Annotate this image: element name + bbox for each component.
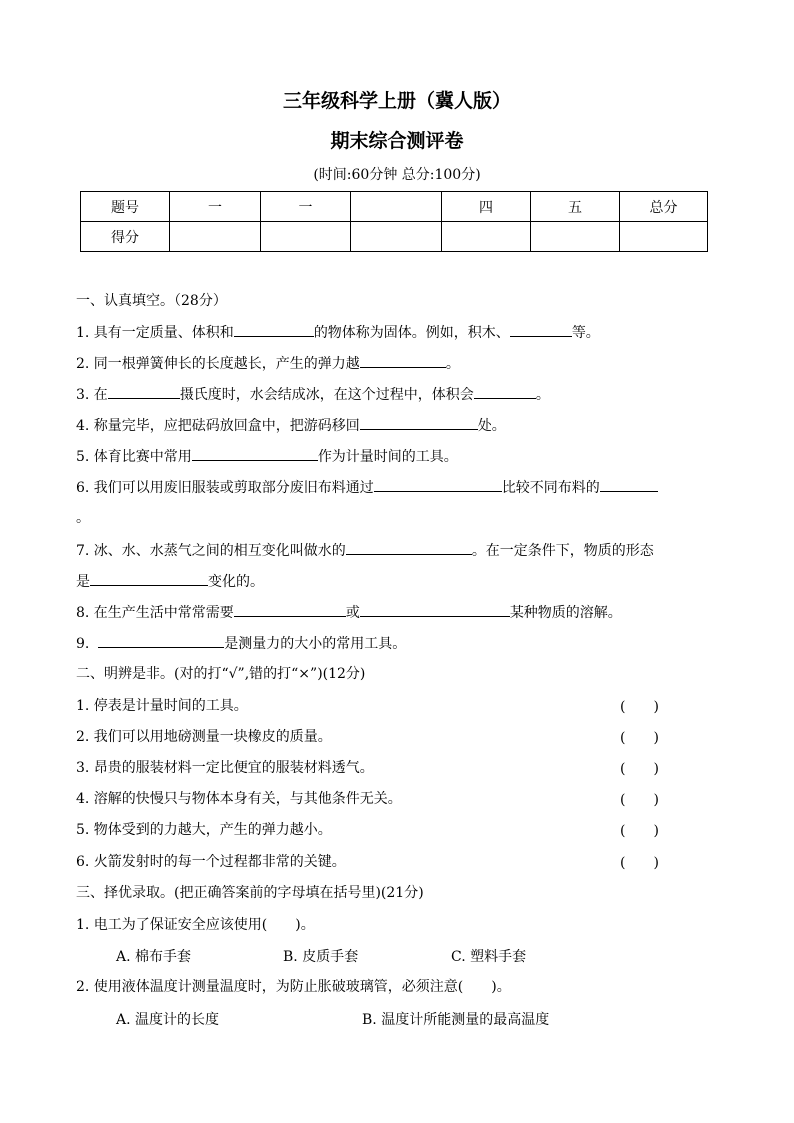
score-cell: 五: [531, 192, 620, 222]
answer-blank[interactable]: [360, 602, 510, 617]
choice-option[interactable]: B. 温度计所能测量的最高温度: [362, 1012, 550, 1028]
fill-question-4: 4. 称量完毕，应把砝码放回盒中，把游码移回 处。: [76, 415, 506, 436]
exam-subtitle: 期末综合测评卷: [330, 130, 464, 152]
answer-blank[interactable]: [98, 633, 224, 648]
judge-item: 4. 溶解的快慢只与物体本身有关，与其他条件无关。: [76, 791, 402, 807]
answer-blank[interactable]: [600, 477, 658, 492]
score-table: [80, 191, 708, 252]
score-cell: [351, 192, 442, 222]
score-input-cell[interactable]: [442, 222, 531, 252]
judge-item: 5. 物体受到的力越大，产生的弹力越小。: [76, 822, 332, 838]
score-input-cell[interactable]: [620, 222, 708, 252]
fill-question-3: 3. 在 摄氏度时，水会结成冰，在这个过程中，体积会 。: [76, 384, 550, 405]
fill-question-9: 9. 是测量力的大小的常用工具。: [76, 633, 406, 654]
judge-item: 2. 我们可以用地磅测量一块橡皮的质量。: [76, 729, 332, 745]
section3-heading: 三、择优录取。(把正确答案前的字母填在括号里)(21分): [76, 885, 424, 901]
fill-question-7: 7. 冰、水、水蒸气之间的相互变化叫做水的 。在一定条件下，物质的形态: [76, 540, 654, 561]
fill-question-8: 8. 在生产生活中常常需要 或 某种物质的溶解。: [76, 602, 622, 623]
answer-blank[interactable]: [374, 477, 502, 492]
fill-question-5: 5. 体育比赛中常用 作为计量时间的工具。: [76, 446, 458, 467]
answer-blank[interactable]: [360, 415, 478, 430]
fill-question-2: 2. 同一根弹簧伸长的长度越长，产生的弹力越 。: [76, 353, 460, 374]
answer-blank[interactable]: [360, 353, 446, 368]
answer-blank[interactable]: [346, 540, 472, 555]
answer-paren[interactable]: ( ): [620, 699, 659, 715]
answer-blank[interactable]: [474, 384, 536, 399]
exam-title: 三年级科学上册（冀人版）: [282, 90, 511, 112]
score-cell: 一: [170, 192, 261, 222]
score-input-cell[interactable]: [170, 222, 261, 252]
choice-question-2: 2. 使用液体温度计测量温度时，为防止胀破玻璃管，必须注意( )。: [76, 979, 511, 995]
choice-question-1: 1. 电工为了保证安全应该使用( )。: [76, 917, 315, 933]
section1-heading: 一、认真填空。（28分）: [76, 293, 227, 309]
exam-info: (时间:60分钟 总分:100分): [313, 167, 481, 183]
judge-item: 6. 火箭发射时的每一个过程都非常的关键。: [76, 854, 346, 870]
choice-option[interactable]: B. 皮质手套: [283, 949, 359, 965]
answer-blank[interactable]: [510, 322, 572, 337]
fill-question-7-cont: 是 变化的。: [76, 571, 264, 592]
answer-blank[interactable]: [108, 384, 180, 399]
score-cell: 得分: [81, 222, 170, 252]
choice-option[interactable]: A. 棉布手套: [116, 949, 192, 965]
answer-blank[interactable]: [192, 446, 318, 461]
fill-question-6-end: 。: [76, 510, 90, 526]
score-table-score-row: [81, 222, 708, 252]
judge-item: 3. 昂贵的服装材料一定比便宜的服装材料透气。: [76, 760, 374, 776]
choice-option[interactable]: A. 温度计的长度: [116, 1012, 220, 1028]
answer-paren[interactable]: ( ): [620, 792, 659, 808]
answer-blank[interactable]: [234, 322, 314, 337]
fill-question-6: 6. 我们可以用废旧服装或剪取部分废旧布料通过 比较不同布料的: [76, 477, 658, 498]
score-input-cell[interactable]: [261, 222, 351, 252]
score-table-header-row: [81, 192, 708, 222]
score-cell: 一: [261, 192, 351, 222]
answer-paren[interactable]: ( ): [620, 761, 659, 777]
answer-paren[interactable]: ( ): [620, 855, 659, 871]
answer-blank[interactable]: [90, 571, 208, 586]
score-input-cell[interactable]: [351, 222, 442, 252]
score-cell: 四: [442, 192, 531, 222]
answer-paren[interactable]: ( ): [620, 823, 659, 839]
answer-paren[interactable]: ( ): [620, 730, 659, 746]
section2-heading: 二、明辨是非。(对的打“√”,错的打“×”)(12分): [76, 666, 366, 682]
judge-item: 1. 停表是计量时间的工具。: [76, 698, 248, 714]
choice-option[interactable]: C. 塑料手套: [451, 949, 527, 965]
score-cell: 总分: [620, 192, 708, 222]
fill-question-1: 1. 具有一定质量、体积和 的物体称为固体。例如，积木、 等。: [76, 322, 600, 343]
answer-blank[interactable]: [234, 602, 346, 617]
score-cell: 题号: [81, 192, 170, 222]
score-input-cell[interactable]: [531, 222, 620, 252]
